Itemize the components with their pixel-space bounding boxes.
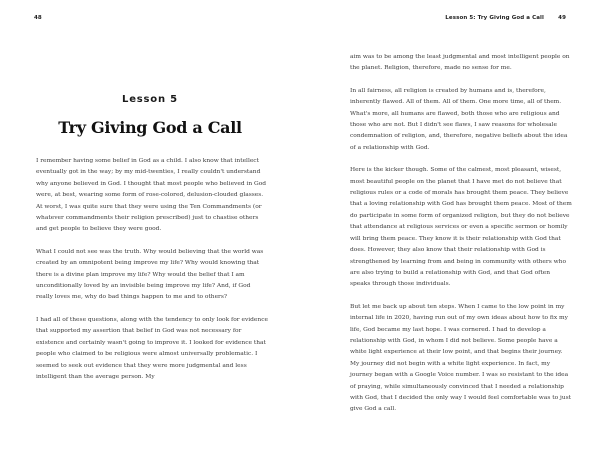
paragraph: aim was to be among the least judgmental and most intelligent people on the planet. Religion, therefore, made no sense for me. xyxy=(350,54,570,72)
lesson-label: Lesson 5 xyxy=(122,94,178,105)
paragraph: I had all of these questions, along with the tendency to only look for evidence that supported my assertion that belief in God was not necessary for existence and certainly wasn't going to improve it. I looked for evidence that people who claimed to be religious were almost universally problematic. I seemed to seek out evidence that they were more judgmental and less intelligent than the average person. My xyxy=(36,316,268,380)
right-body-text xyxy=(350,52,572,427)
lesson-title: Try Giving God a Call xyxy=(58,118,242,137)
paragraph: I remember having some belief in God as a child. I also know that intellect eventually got in the way; by my mid-twenties, I really couldn't understand why anyone believed in God. I thought that most people who believed in God were, at best, wearing some form of rose-colored, delusion-clouded glasses. At worst, I was quite sure that they were using the Ten Commandments (or whatever commandments their religion prescribed) just to chastise others and get people to believe they were good. xyxy=(36,158,267,233)
page-number: 49 xyxy=(558,15,566,21)
paragraph: What I could not see was the truth. Why would believing that the world was created by an omnipotent being improve my life? Why would knowing that there is a divine plan improve my life? Why would the belief that I am unconditionally loved by an invisible being improve my life? And, if God really loves me, why do bad things happen to me and to others? xyxy=(36,248,264,301)
page-number: 48 xyxy=(34,15,42,21)
paragraph: But let me back up about ten steps. When I came to the low point in my internal life in 2020, having run out of my own ideas about how to fix my life, God became my last hope. I was cornered. I had to develop a relationship with God, in whom I did not believe. Some people have a white light experience at their low point, and that begins their journey. My journey did not begin with a white light experience. In fact, my journey began with a Google Voice number. I was so resistant to the idea of praying, while simultaneously convinced that I needed a relationship with God, that I decided the only way I would feel comfortable was to just give God a call. xyxy=(350,303,572,413)
running-head: Lesson 5: Try Giving God a Call xyxy=(445,15,544,21)
paragraph: Here is the kicker though. Some of the calmest, most pleasant, wisest, most beautiful people on the planet that I have met do not believe that religious rules or a code of morals has brought them peace. They believe that a loving relationship with God has brought them peace. Most of them do participate in some form of organized religion, but they do not believe that attendance at religious services or even a specific sermon or homily will bring them peace. They know it is their relationship with God that does. However, they also know that their relationship with God is strengthened by learning from and being in community with others who are also trying to build a relationship with God, and that God often speaks through those individuals. xyxy=(350,167,572,288)
paragraph: In all fairness, all religion is created by humans and is, therefore, inherently flawed. All of them. All of them. One more time, all of them. What's more, all humans are flawed, both those who are religious and those who are not. But I didn't see flaws, I saw reasons for wholesale condemnation of religion, and, therefore, negative beliefs about the idea of a relationship with God. xyxy=(350,87,568,151)
